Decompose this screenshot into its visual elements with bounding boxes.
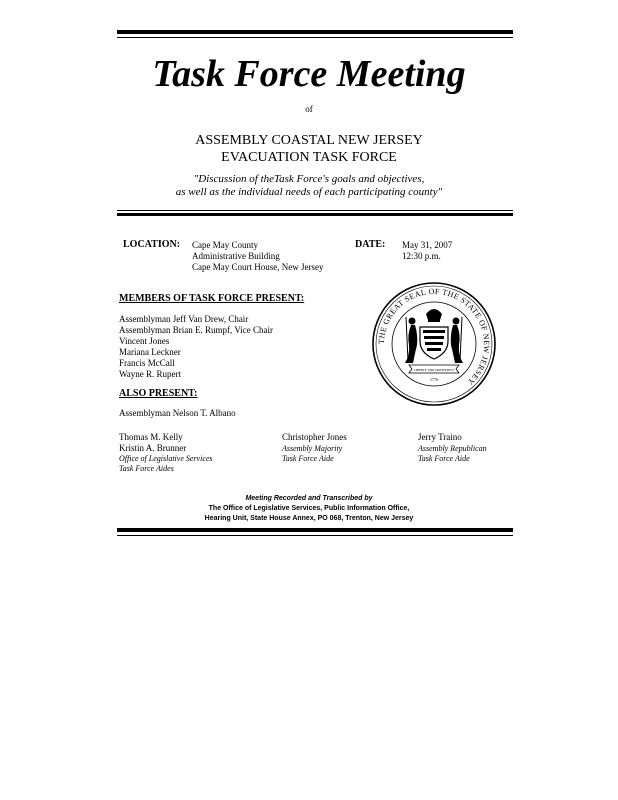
date-line: May 31, 2007	[402, 240, 453, 250]
state-seal-icon	[371, 281, 497, 407]
subject-line-2: as well as the individual needs of each participating county"	[175, 186, 443, 198]
staff-role: Task Force Aides	[119, 464, 174, 473]
bottom-rule-thin	[117, 535, 513, 536]
staff-name: Kristin A. Brunner	[119, 443, 187, 453]
member-name: Vincent Jones	[119, 336, 170, 346]
location-label: LOCATION:	[123, 239, 181, 250]
credit-line-1: Meeting Recorded and Transcribed by	[245, 495, 373, 502]
mid-rule-thin	[117, 210, 513, 211]
also-present-name: Assemblyman Nelson T. Albano	[119, 408, 236, 418]
mid-rule-thick	[117, 213, 513, 216]
bottom-rule-thick	[117, 528, 513, 532]
staff-role: Task Force Aide	[282, 454, 334, 463]
top-rule-thick	[117, 30, 513, 34]
credit-line-3: Hearing Unit, State House Annex, PO 068, Trenton, New Jersey	[204, 515, 414, 522]
org-line-2: EVACUATION TASK FORCE	[221, 150, 397, 165]
transcription-credit	[0, 494, 618, 524]
also-present-heading: ALSO PRESENT:	[119, 388, 198, 399]
subject-line-1: "Discussion of theTask Force's goals and objectives,	[193, 173, 425, 185]
top-rule-thin	[117, 37, 513, 38]
staff-role: Assembly Republican	[418, 444, 487, 453]
document-title: Task Force Meeting	[152, 53, 466, 95]
location-line: Cape May Court House, New Jersey	[192, 262, 324, 272]
staff-name: Christopher Jones	[282, 432, 347, 442]
staff-role: Assembly Majority	[282, 444, 343, 453]
member-name: Assemblyman Jeff Van Drew, Chair	[119, 314, 249, 324]
org-line-1: ASSEMBLY COASTAL NEW JERSEY	[195, 133, 423, 148]
organization-name	[0, 132, 618, 166]
staff-column-3	[418, 432, 487, 464]
member-name: Assemblyman Brian E. Rumpf, Vice Chair	[119, 325, 274, 335]
staff-name: Jerry Traino	[418, 432, 462, 442]
staff-column-2	[282, 432, 347, 464]
date-block	[402, 240, 452, 262]
meeting-subject	[0, 173, 618, 199]
seal-banner-text: LIBERTY AND PROSPERITY	[413, 368, 455, 372]
member-name: Mariana Leckner	[119, 347, 181, 357]
staff-role: Office of Legislative Services	[119, 454, 213, 463]
staff-role: Task Force Aide	[418, 454, 470, 463]
location-line: Administrative Building	[192, 251, 280, 261]
seal-ring-text: THE GREAT SEAL OF THE STATE OF NEW JERSEY	[376, 286, 492, 387]
members-list	[119, 314, 273, 380]
credit-line-2: The Office of Legislative Services, Public Information Office,	[208, 505, 410, 512]
staff-column-1	[119, 432, 213, 474]
members-heading: MEMBERS OF TASK FORCE PRESENT:	[119, 293, 305, 304]
staff-name: Thomas M. Kelly	[119, 432, 183, 442]
location-line: Cape May County	[192, 240, 258, 250]
member-name: Francis McCall	[119, 358, 175, 368]
date-label: DATE:	[355, 239, 386, 250]
location-block	[192, 240, 323, 273]
member-name: Wayne R. Rupert	[119, 369, 182, 379]
date-line: 12:30 p.m.	[402, 251, 441, 261]
of-label: of	[305, 104, 313, 114]
svg-text:1776: 1776	[430, 377, 438, 382]
